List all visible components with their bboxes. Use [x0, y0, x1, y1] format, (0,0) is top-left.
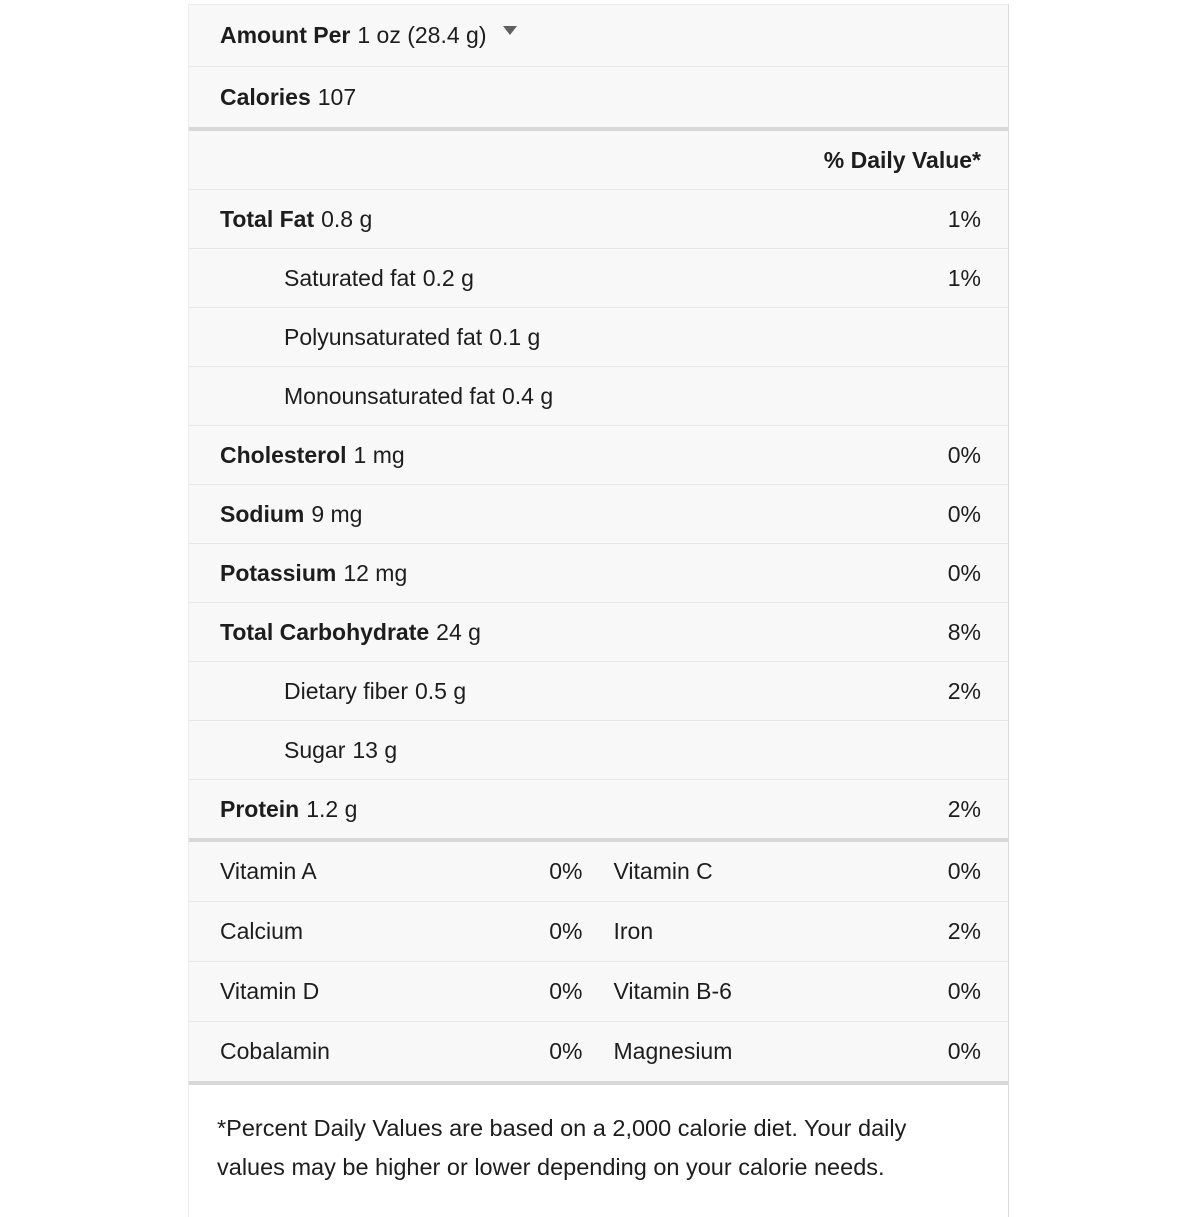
nutrient-row-saturated-fat: [189, 248, 1008, 307]
micronutrient-label: Vitamin C: [613, 858, 713, 884]
nutrient-label: Total Fat: [220, 205, 315, 232]
nutrient-label: Cholesterol: [220, 441, 347, 468]
calories-value: 107: [317, 83, 357, 110]
nutrient-row-total-fat: [189, 189, 1008, 248]
nutrient-row-protein: [189, 779, 1008, 838]
micronutrient-daily-value: 0%: [947, 858, 981, 884]
micronutrient-row: [189, 1021, 1008, 1081]
nutrient-label: Sugar: [284, 736, 346, 763]
nutrient-daily-value: 2%: [947, 677, 981, 704]
nutrient-amount: 0.4 g: [501, 382, 554, 409]
nutrient-row-dietary-fiber: [189, 661, 1008, 720]
daily-value-header: % Daily Value*: [823, 146, 981, 173]
micronutrient-daily-value: 0%: [947, 1038, 981, 1064]
nutrient-row-sugar: [189, 720, 1008, 779]
micronutrient-row: [189, 842, 1008, 901]
nutrition-facts-card: [188, 4, 1009, 1217]
micronutrient-label: Magnesium: [613, 1038, 733, 1064]
nutrient-label: Dietary fiber: [284, 677, 408, 704]
nutrient-label: Potassium: [220, 559, 337, 586]
micronutrient-label: Vitamin A: [220, 858, 317, 884]
nutrient-row-sodium: [189, 484, 1008, 543]
nutrient-row-cholesterol: [189, 425, 1008, 484]
micronutrient-label: Vitamin D: [220, 978, 320, 1004]
daily-value-header-row: [189, 131, 1008, 189]
daily-value-footnote: [189, 1085, 1008, 1217]
micronutrient-cell: [189, 1022, 599, 1081]
nutrient-label: Total Carbohydrate: [220, 618, 430, 645]
serving-row: [189, 5, 1008, 66]
micronutrient-cell: [189, 902, 599, 961]
nutrient-amount: 0.1 g: [489, 323, 541, 350]
nutrient-amount: 1 mg: [353, 441, 405, 468]
nutrient-row-polyunsaturated-fat: [189, 307, 1008, 366]
nutrient-amount: 0.5 g: [414, 677, 467, 704]
nutrient-label: Sodium: [220, 500, 305, 527]
nutrient-amount: 24 g: [436, 618, 481, 645]
micronutrient-label: Calcium: [220, 918, 304, 944]
nutrient-label: Monounsaturated fat: [284, 382, 495, 409]
nutrient-amount: 13 g: [352, 736, 398, 763]
nutrient-amount: 12 mg: [343, 559, 408, 586]
nutrient-amount: 0.2 g: [422, 264, 474, 291]
nutrient-row-total-carbohydrate: [189, 602, 1008, 661]
micronutrient-daily-value: 2%: [947, 918, 981, 944]
micronutrient-daily-value: 0%: [549, 978, 583, 1004]
micronutrient-row: [189, 901, 1008, 961]
micronutrient-cell: [189, 962, 599, 1021]
serving-size-dropdown[interactable]: [357, 22, 517, 49]
micronutrient-cell: [189, 842, 599, 901]
nutrient-daily-value: 0%: [947, 441, 981, 468]
nutrient-amount: 9 mg: [311, 500, 363, 527]
micronutrient-daily-value: 0%: [549, 918, 583, 944]
nutrient-daily-value: 8%: [947, 618, 981, 645]
nutrient-daily-value: 0%: [947, 559, 981, 586]
micronutrient-label: Cobalamin: [220, 1038, 330, 1064]
micronutrient-row: [189, 961, 1008, 1021]
nutrient-amount: 1.2 g: [306, 795, 358, 822]
nutrient-amount: 0.8 g: [321, 205, 373, 232]
nutrient-daily-value: 1%: [947, 205, 981, 232]
micronutrient-daily-value: 0%: [549, 1038, 583, 1064]
micronutrient-daily-value: 0%: [549, 858, 583, 884]
calories-label: Calories: [220, 83, 311, 110]
nutrition-table: [189, 5, 1008, 1085]
nutrient-daily-value: 2%: [947, 795, 981, 822]
chevron-down-icon: [503, 26, 517, 35]
nutrient-daily-value: 0%: [947, 500, 981, 527]
footnote-text: *Percent Daily Values are based on a 2,000 calorie diet. Your daily values may be higher or lower depending on your calorie needs.: [217, 1115, 907, 1180]
micronutrient-label: Vitamin B-6: [613, 978, 732, 1004]
micronutrient-cell: [599, 962, 1009, 1021]
micronutrient-label: Iron: [613, 918, 654, 944]
nutrient-daily-value: 1%: [947, 264, 981, 291]
nutrient-row-monounsaturated-fat: [189, 366, 1008, 425]
micronutrient-cell: [599, 842, 1009, 901]
nutrient-label: Protein: [220, 795, 300, 822]
micronutrient-daily-value: 0%: [947, 978, 981, 1004]
calories-row: [189, 66, 1008, 127]
micronutrient-cell: [599, 902, 1009, 961]
serving-size-value: 1 oz (28.4 g): [357, 22, 487, 48]
amount-per-label: Amount Per: [220, 22, 351, 48]
nutrient-label: Saturated fat: [284, 264, 416, 291]
nutrient-label: Polyunsaturated fat: [284, 323, 483, 350]
nutrient-row-potassium: [189, 543, 1008, 602]
micronutrient-cell: [599, 1022, 1009, 1081]
